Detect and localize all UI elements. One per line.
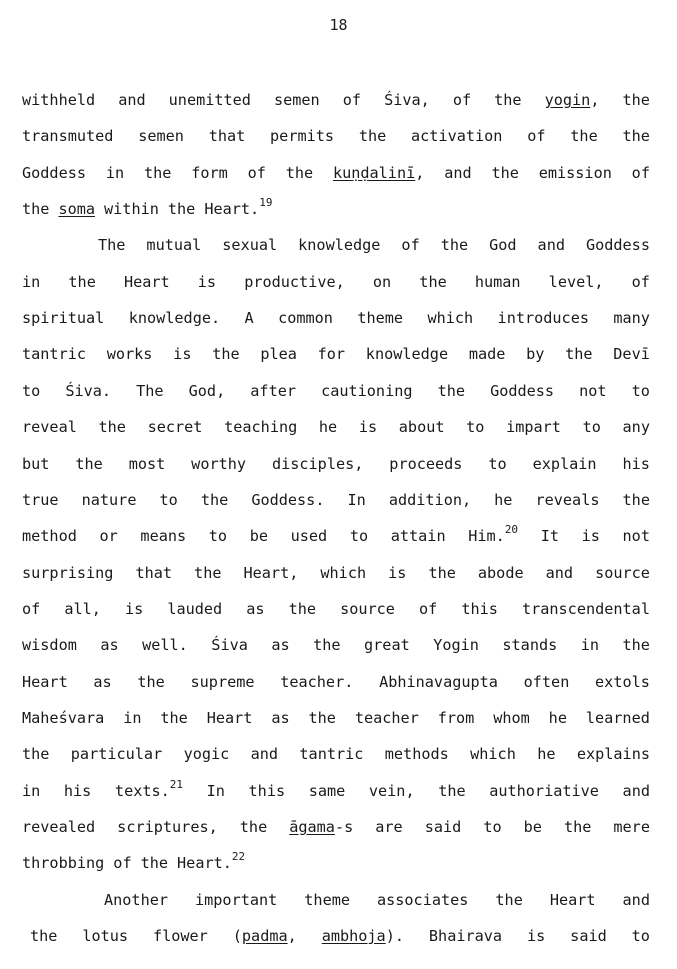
- word: by: [526, 345, 545, 364]
- word: explain: [532, 454, 597, 473]
- word: of: [342, 91, 362, 109]
- word: lotus: [82, 927, 129, 946]
- word: which: [427, 309, 474, 328]
- word: is: [581, 527, 600, 546]
- word: he: [548, 708, 567, 727]
- word: in: [105, 163, 125, 182]
- underlined-term: ambhoja: [321, 927, 386, 946]
- word: The: [98, 236, 126, 255]
- text-line: [98, 233, 650, 257]
- word: of: [401, 236, 420, 255]
- word: be: [523, 818, 542, 836]
- word: whom: [493, 708, 530, 727]
- word: surprising: [22, 563, 114, 582]
- text-line: [22, 815, 650, 839]
- text-line: [22, 342, 650, 366]
- word: In: [347, 490, 366, 509]
- word: is: [173, 345, 192, 364]
- word: as: [93, 672, 112, 691]
- word: teacher.: [280, 672, 354, 691]
- word: the: [288, 599, 317, 618]
- word: In: [206, 781, 225, 800]
- text-line: [22, 670, 650, 694]
- word: knowledge: [298, 236, 381, 255]
- word: that: [208, 127, 246, 146]
- word: the: [491, 163, 519, 182]
- word: the: [22, 745, 50, 764]
- word: spiritual: [22, 309, 105, 328]
- word: after: [250, 381, 296, 400]
- word: Another: [104, 890, 169, 909]
- word: to: [631, 381, 650, 400]
- text-line: [22, 633, 650, 657]
- word: mutual: [146, 236, 202, 255]
- word: Him.$^{20}$: [468, 523, 519, 546]
- word: Goddess: [490, 381, 555, 400]
- word: level,: [548, 272, 604, 291]
- word: on: [372, 272, 392, 291]
- word: scriptures,: [117, 818, 218, 836]
- word: nature: [81, 490, 137, 509]
- word: the: [494, 91, 522, 109]
- word: the: [194, 563, 222, 582]
- word: and: [545, 563, 574, 582]
- word: theme: [357, 309, 404, 328]
- text-line: [22, 597, 650, 621]
- word: this: [248, 781, 286, 800]
- word: the: [622, 127, 650, 146]
- word: not: [622, 527, 650, 546]
- word: semen: [273, 91, 320, 109]
- page-number: 18: [329, 16, 348, 34]
- text-line: [22, 524, 650, 548]
- text-line: [22, 124, 650, 148]
- word: Devī: [613, 345, 650, 364]
- word: used: [290, 527, 328, 546]
- word: to: [488, 454, 507, 473]
- word: about: [398, 418, 445, 437]
- word: Heart.$^{19}$: [204, 196, 273, 219]
- word: the: [570, 127, 598, 146]
- word: human: [474, 272, 521, 291]
- word: any: [622, 418, 650, 437]
- word: unemitted: [168, 91, 251, 109]
- word: well.: [142, 636, 188, 655]
- text-line: [22, 851, 650, 875]
- word: often: [523, 672, 570, 691]
- word: that: [135, 563, 173, 582]
- underlined-term: yogin: [544, 91, 591, 109]
- word: means: [140, 527, 187, 546]
- word: the: [143, 163, 172, 182]
- word: tantric: [22, 345, 87, 364]
- word: productive,: [244, 272, 345, 291]
- word: teacher: [354, 708, 419, 727]
- word: proceeds: [389, 454, 463, 473]
- word: as: [271, 708, 290, 727]
- word: works: [106, 345, 153, 364]
- word: transcendental: [521, 599, 650, 618]
- word: the: [358, 127, 387, 146]
- word: the: [75, 454, 103, 473]
- word: Śiva: [211, 636, 248, 655]
- word: as: [100, 636, 119, 655]
- word: the: [440, 236, 469, 255]
- word: flower: [152, 927, 208, 946]
- word: mere: [613, 818, 650, 836]
- word: Bhairava: [428, 927, 503, 946]
- word: throbbing: [22, 854, 105, 873]
- word: of: [527, 127, 546, 146]
- word: is: [526, 927, 546, 946]
- text-line: [22, 306, 650, 330]
- word: and: [444, 163, 472, 182]
- word: impart: [506, 418, 561, 437]
- text-line: [104, 888, 650, 912]
- word: as: [271, 636, 290, 655]
- word: the: [212, 345, 240, 364]
- word: to: [159, 490, 178, 509]
- word: in: [22, 272, 41, 291]
- word: to: [349, 527, 369, 546]
- word: most: [128, 454, 166, 473]
- word: secret: [147, 418, 203, 437]
- underlined-term: kuṇḍalinī: [332, 163, 416, 182]
- word: addition,: [388, 490, 472, 509]
- underlined-term: padma: [241, 927, 288, 946]
- word: and: [118, 91, 146, 109]
- word: Goddess.: [251, 490, 325, 509]
- word: stands: [502, 636, 558, 655]
- word: in: [22, 781, 41, 800]
- text-line: [22, 452, 650, 476]
- word: and: [622, 781, 650, 800]
- word: methods: [384, 745, 449, 764]
- word: to: [582, 418, 601, 437]
- word: the: [437, 381, 465, 400]
- word: be: [249, 527, 268, 546]
- word: Heart.$^{22}$: [177, 850, 246, 873]
- word: in: [580, 636, 600, 655]
- word: the: [308, 708, 336, 727]
- word: worthy: [191, 454, 247, 473]
- word: to: [483, 818, 502, 836]
- word: to: [466, 418, 485, 437]
- word: for: [317, 345, 346, 364]
- word: kuṇḍalinī,: [332, 163, 425, 182]
- word: Heart: [549, 890, 596, 909]
- word: the: [495, 890, 523, 909]
- word: the: [30, 927, 58, 946]
- word: or: [99, 527, 118, 546]
- word: is: [388, 563, 407, 582]
- word: Śiva,: [384, 91, 430, 109]
- word: activation: [411, 127, 503, 146]
- word: said: [424, 818, 462, 836]
- word: lauded: [167, 599, 223, 618]
- word: the: [239, 818, 268, 836]
- word: method: [22, 527, 77, 546]
- word: the: [565, 345, 593, 364]
- word: Goddess: [585, 236, 650, 255]
- word: Yogin: [433, 636, 479, 655]
- footnote-ref: 20: [504, 523, 519, 537]
- word: Heart: [22, 672, 68, 691]
- word: transmuted: [22, 127, 114, 146]
- word: āgama-s: [289, 818, 354, 836]
- word: Maheśvara: [22, 708, 105, 727]
- word: which: [320, 563, 367, 582]
- text-line: [30, 924, 650, 948]
- word: many: [613, 309, 650, 328]
- text-line: [22, 706, 650, 730]
- word: all,: [64, 599, 101, 618]
- word: the: [140, 854, 169, 873]
- word: his: [63, 781, 92, 800]
- footnote-ref: 21: [169, 777, 184, 791]
- word: sexual: [222, 236, 278, 255]
- word: of: [22, 599, 41, 618]
- word: as: [246, 599, 265, 618]
- word: yogic: [183, 745, 230, 764]
- word: true: [22, 490, 59, 509]
- word: the: [622, 490, 650, 509]
- word: abode: [477, 563, 524, 582]
- word: knowledge.: [128, 309, 221, 328]
- word: wisdom: [22, 636, 77, 655]
- word: teaching: [224, 418, 298, 437]
- word: in: [123, 708, 142, 727]
- text-line: [22, 415, 650, 439]
- word: the: [622, 91, 650, 109]
- word: the: [428, 563, 456, 582]
- word: God,: [188, 381, 226, 400]
- word: great: [364, 636, 410, 655]
- word: and: [622, 890, 650, 909]
- word: knowledge: [365, 345, 449, 364]
- word: is: [197, 272, 217, 291]
- word: the: [137, 672, 165, 691]
- word: revealed: [22, 818, 96, 836]
- underlined-term: soma: [58, 200, 96, 219]
- text-line: [22, 88, 650, 112]
- word: common: [278, 309, 333, 328]
- word: but: [22, 454, 50, 473]
- word: The: [136, 381, 164, 400]
- word: It: [540, 527, 559, 546]
- word: permits: [270, 127, 335, 146]
- word: of: [113, 854, 132, 873]
- word: the: [200, 490, 229, 509]
- word: of: [631, 272, 650, 291]
- word: source: [340, 599, 395, 618]
- word: A: [244, 309, 254, 328]
- footnote-ref: 22: [231, 850, 246, 864]
- footnote-ref: 19: [259, 196, 273, 210]
- word: this: [461, 599, 498, 618]
- word: disciples,: [271, 454, 364, 473]
- word: he: [537, 745, 556, 764]
- text-line: [22, 742, 650, 766]
- word: is: [124, 599, 144, 618]
- word: within: [104, 200, 159, 219]
- word: reveals: [535, 490, 600, 509]
- word: and: [537, 236, 565, 255]
- word: to: [208, 527, 228, 546]
- word: explains: [576, 745, 650, 764]
- word: supreme: [190, 672, 255, 691]
- word: reveal: [22, 418, 77, 437]
- word: attain: [390, 527, 446, 546]
- word: ambhoja).: [321, 927, 404, 946]
- word: the: [563, 818, 592, 836]
- text-line: [22, 270, 650, 294]
- word: (padma,: [232, 927, 297, 946]
- text-line: [22, 379, 650, 403]
- word: of: [247, 163, 266, 182]
- word: are: [375, 818, 403, 836]
- word: of: [452, 91, 472, 109]
- word: Goddess: [22, 163, 87, 182]
- word: the: [285, 163, 314, 182]
- word: he: [494, 490, 513, 509]
- word: to: [22, 381, 41, 400]
- word: tantric: [299, 745, 364, 764]
- text-line: [22, 561, 650, 585]
- word: cautioning: [321, 381, 413, 400]
- word: of: [631, 163, 650, 182]
- word: extols: [595, 672, 650, 691]
- text-line: [22, 488, 650, 512]
- word: the: [98, 418, 126, 437]
- word: Heart: [206, 708, 253, 727]
- word: the: [68, 272, 96, 291]
- underlined-term: āgama: [289, 818, 335, 836]
- word: Heart: [123, 272, 170, 291]
- word: his: [622, 454, 650, 473]
- word: which: [470, 745, 516, 764]
- word: form: [191, 163, 228, 182]
- word: not: [579, 381, 607, 400]
- word: particular: [70, 745, 163, 764]
- word: important: [195, 890, 278, 909]
- text-line: [22, 161, 650, 185]
- word: the: [313, 636, 341, 655]
- word: made: [468, 345, 506, 364]
- text-line: [22, 197, 650, 221]
- word: from: [437, 708, 475, 727]
- word: said: [570, 927, 607, 946]
- word: plea: [260, 345, 297, 364]
- word: learned: [585, 708, 650, 727]
- word: theme: [304, 890, 350, 909]
- word: the: [22, 200, 50, 219]
- word: emission: [538, 163, 612, 182]
- word: associates: [376, 890, 469, 909]
- word: the: [419, 272, 447, 291]
- word: the: [167, 200, 196, 219]
- word: is: [358, 418, 378, 437]
- word: [58, 197, 95, 221]
- word: Heart,: [243, 563, 299, 582]
- word: texts.$^{21}$: [114, 777, 184, 800]
- word: vein,: [368, 781, 415, 800]
- word: same: [308, 781, 346, 800]
- word: Abhinavagupta: [379, 672, 498, 691]
- word: authoriative: [489, 781, 599, 800]
- word: he: [318, 418, 338, 437]
- word: of: [418, 599, 438, 618]
- word: withheld: [22, 91, 96, 109]
- word: and: [250, 745, 279, 764]
- word: to: [631, 927, 650, 946]
- word: source: [595, 563, 650, 582]
- word: the: [438, 781, 466, 800]
- word: the: [160, 708, 188, 727]
- word: Śiva.: [65, 381, 112, 400]
- word: God: [489, 236, 517, 255]
- word: introduces: [497, 309, 589, 328]
- text-line: [22, 779, 650, 803]
- word: the: [622, 636, 650, 655]
- word: yogin,: [544, 91, 600, 109]
- word: semen: [138, 127, 184, 146]
